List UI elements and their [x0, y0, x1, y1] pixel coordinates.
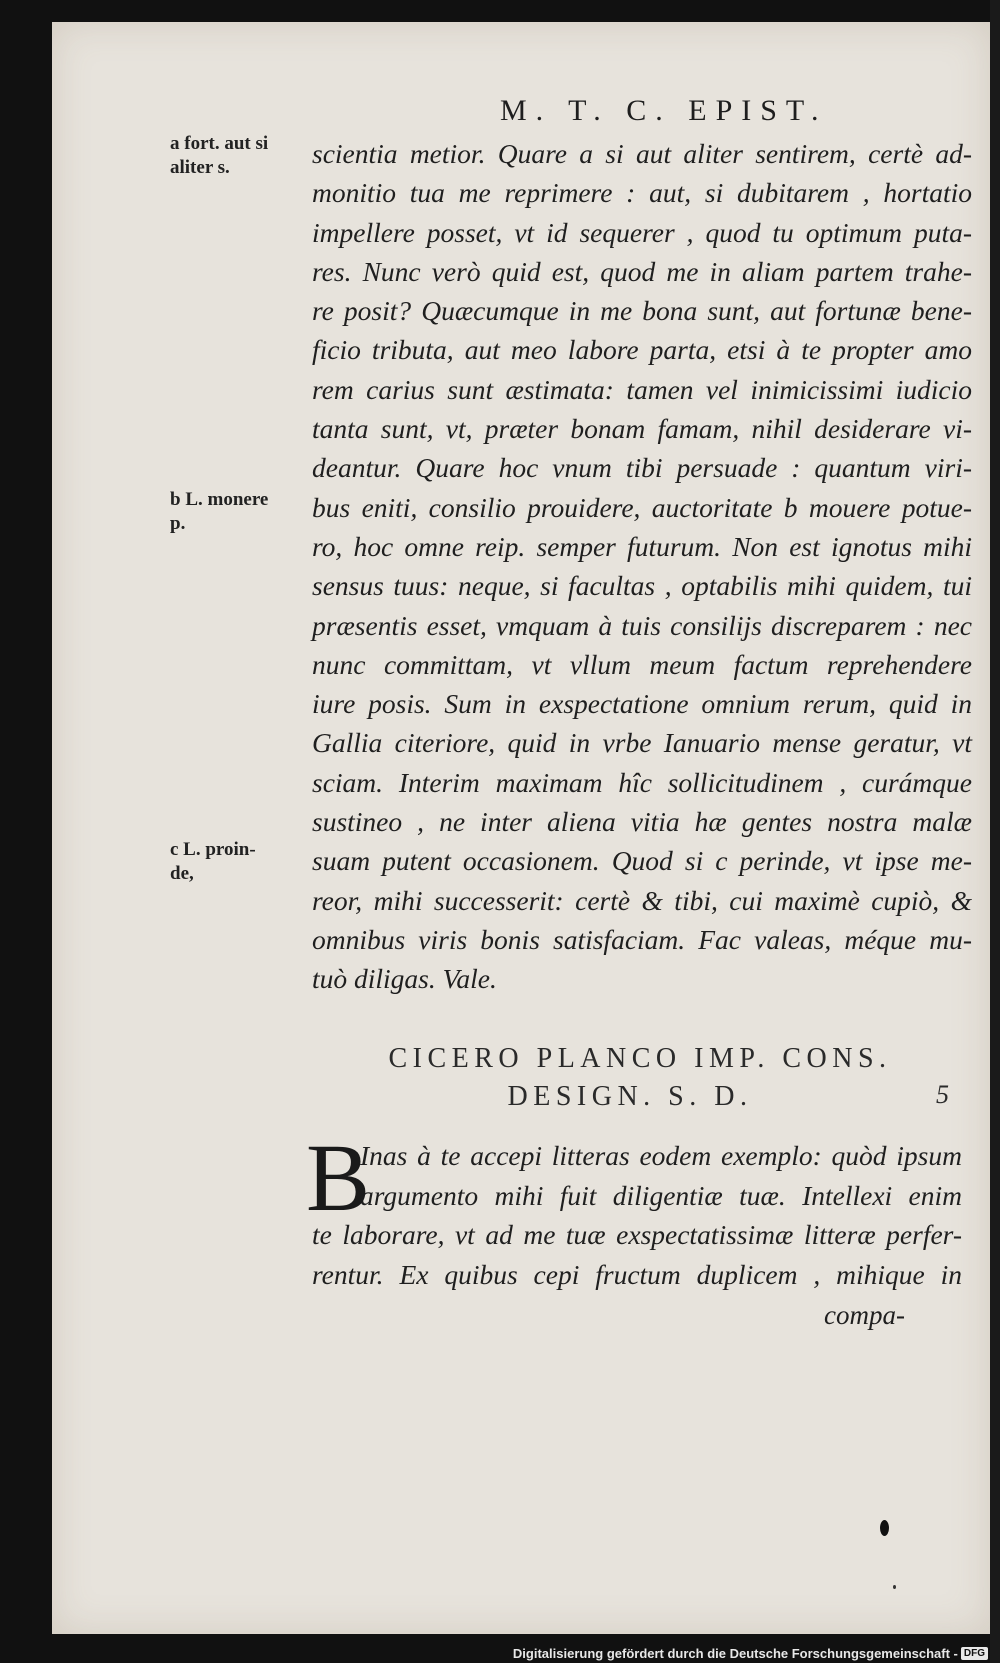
main-text — [312, 134, 972, 999]
text-line: tuò diligas. Vale. — [312, 963, 497, 995]
credit-text: Digitalisierung gefördert durch die Deutsche Forschungsgemeinschaft - — [512, 1646, 958, 1661]
margin-note-b-line1: b L. monere — [170, 489, 269, 510]
digitization-credit — [513, 1646, 988, 1661]
text-line: monitio tua me reprimere : aut, si dubitarem , hortatio — [312, 177, 972, 209]
letter-body — [306, 1124, 962, 1294]
text-line: omnibus viris bonis satisfaciam. Fac valeas, méque mu- — [312, 923, 972, 955]
text-line: deantur. Quare hoc vnum tibi persuade : quantum viri- — [312, 452, 972, 484]
text-line: ro, hoc omne reip. semper futurum. Non est ignotus mihi — [312, 530, 972, 562]
heading-line-1: CICERO PLANCO IMP. CONS. — [388, 1043, 892, 1074]
margin-note-b-line2: p. — [170, 513, 186, 534]
text-line: iure posis. Sum in exspectatione omnium rerum, quid in — [312, 688, 972, 720]
text-line: sensus tuus: neque, si facultas , optabilis mihi quidem, tui — [312, 570, 972, 602]
text-line: rentur. Ex quibus cepi fructum duplicem , mihique in — [312, 1258, 962, 1290]
scan-border — [990, 0, 1000, 1663]
text-line: suam putent occasionem. Quod si c perinde, vt ipse me- — [312, 845, 972, 877]
margin-note-c — [170, 838, 305, 886]
catchword: compa- — [824, 1300, 905, 1330]
margin-note-a-line1: a fort. aut si — [170, 133, 269, 154]
text-line: ficio tributa, aut meo labore parta, etsi à te propter amo — [312, 334, 972, 366]
text-line: te laborare, vt ad me tuæ exspectatissimæ litteræ perfer- — [312, 1219, 962, 1250]
text-line: scientia metior. Quare a si aut aliter sentirem, certè ad- — [312, 138, 972, 169]
ink-dot — [893, 1585, 896, 1589]
text-line: nunc committam, vt vllum meum factum reprehendere — [312, 648, 972, 680]
margin-note-a — [170, 132, 305, 180]
text-line: sustineo , ne inter aliena vitia hæ gentes nostra malæ — [312, 806, 972, 838]
text-line: præsentis esset, vmquam à tuis consilijs discreparem : nec — [312, 609, 972, 641]
margin-note-c-line2: de, — [170, 863, 194, 884]
text-line: rem carius sunt æstimata: tamen vel inimicissimi iudicio — [312, 373, 972, 405]
text-line: argumento mihi fuit diligentiæ tuæ. Intellexi enim — [360, 1179, 962, 1211]
dfg-logo-icon: DFG — [961, 1647, 988, 1660]
drop-cap: B — [306, 1124, 371, 1231]
text-line: tanta sunt, vt, præter bonam famam, nihil desiderare vi- — [312, 413, 972, 445]
letter-heading — [320, 1040, 960, 1116]
text-line: impellere posset, vt id sequerer , quod tu optimum puta- — [312, 216, 972, 248]
heading-line-2: DESIGN. S. D. — [507, 1081, 753, 1112]
margin-note-a-line2: aliter s. — [170, 157, 230, 178]
text-line: bus eniti, consilio prouidere, auctoritate b mouere potue- — [312, 491, 972, 523]
margin-note-b — [170, 488, 305, 536]
text-line: sciam. Interim maximam hîc sollicitudinem , curámque — [312, 766, 972, 798]
folio-number: 5 — [936, 1080, 949, 1109]
text-line: reor, mihi successerit: certè & tibi, cui maximè cupiò, & — [312, 884, 972, 916]
text-line: res. Nunc verò quid est, quod me in aliam partem trahe- — [312, 255, 972, 287]
running-head: M. T. C. EPIST. — [500, 94, 828, 127]
text-line: Gallia citeriore, quid in vrbe Ianuario mense geratur, vt — [312, 727, 972, 759]
margin-note-c-line1: c L. proin- — [170, 839, 256, 860]
text-line: Inas à te accepi litteras eodem exemplo: quòd ipsum — [360, 1140, 962, 1171]
text-line: re posit? Quæcumque in me bona sunt, aut fortunæ bene- — [312, 295, 972, 327]
ink-spot — [880, 1520, 889, 1536]
